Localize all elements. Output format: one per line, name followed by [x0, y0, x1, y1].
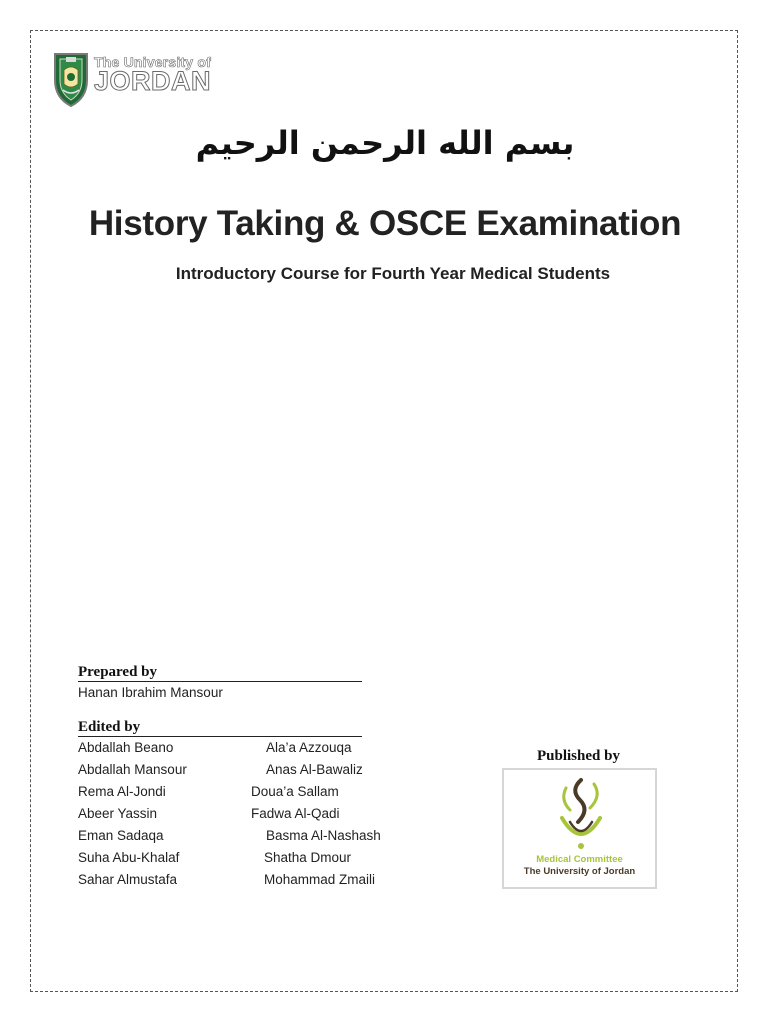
logo-text-jordan: JORDAN	[94, 66, 212, 96]
document-title: History Taking & OSCE Examination	[88, 204, 682, 243]
university-of-jordan-text: The University of Jordan	[523, 866, 636, 877]
editor-name: Doua’a Sallam	[251, 784, 339, 799]
editor-name: Abdallah Mansour	[78, 762, 187, 777]
prepared-by-heading: Prepared by	[78, 664, 362, 682]
document-subtitle: Introductory Course for Fourth Year Medical Students	[175, 264, 611, 283]
published-by-label: Published by	[537, 748, 620, 764]
editor-name: Abdallah Beano	[78, 740, 174, 755]
medical-committee-text: Medical Committee	[536, 854, 623, 865]
editor-name: Shatha Dmour	[264, 850, 352, 865]
editor-name: Sahar Almustafa	[78, 872, 178, 887]
university-of-jordan-logo	[52, 50, 222, 112]
logo-text-university-of: The University of	[94, 54, 211, 70]
preparer-name: Hanan Ibrahim Mansour	[78, 685, 223, 700]
edited-by-heading: Edited by	[78, 719, 362, 737]
editor-name: Ala’a Azzouqa	[266, 740, 352, 755]
editor-name: Suha Abu-Khalaf	[78, 850, 180, 865]
editor-name: Mohammad Zmaili	[264, 872, 376, 887]
basmala-heading: بسم الله الرحمن الرحيم	[195, 124, 575, 162]
editor-name: Fadwa Al-Qadi	[251, 806, 340, 821]
medical-committee-logo	[502, 768, 657, 889]
university-crest-icon	[52, 50, 90, 108]
editor-name: Rema Al-Jondi	[78, 784, 166, 799]
editor-name: Basma Al-Nashash	[266, 828, 381, 843]
editor-name: Abeer Yassin	[78, 806, 158, 821]
editor-name: Anas Al-Bawaliz	[266, 762, 363, 777]
editor-name: Eman Sadaqa	[78, 828, 164, 843]
medical-committee-emblem-icon	[504, 774, 659, 854]
